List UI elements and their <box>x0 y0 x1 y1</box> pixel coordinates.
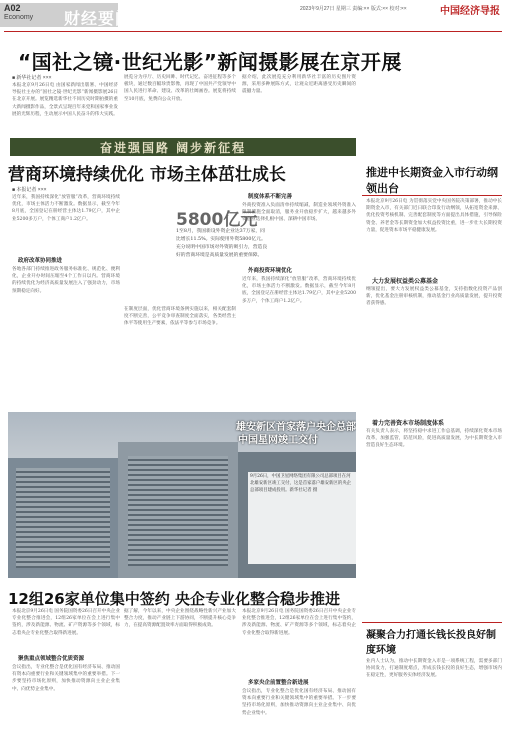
section-title: 财经要闻 <box>64 9 133 28</box>
sidebar-body-4: 业内人士认为，推动中长期资金入市是一项系统工程，需要多部门协同发力，打通制度堵点，形成长钱长投的良好生态，增强市场内在稳定性，更好服务实体经济发展。 <box>366 659 502 679</box>
headline-long-money: 凝聚合力打通长钱长投良好制度环境 <box>366 630 496 656</box>
byline-exhibition: ■ 新华社记者 ××× <box>12 75 52 81</box>
photo-headline-2: 中国星网竣工交付 <box>238 435 318 446</box>
subhead-system: 制度体系不断完善 <box>248 194 293 200</box>
subhead-foreign-invest: 外商投资环境优化 <box>248 268 293 274</box>
exhibition-body-1: 本报北京9月26日电 由国家新闻出版署、中国经济导报社主办的“国社之镜·世纪光影”新闻摄影展26日在北京开展。展览精选新华社不同历史时期拍摄的重大新闻摄影作品，全景式呈现百年来党和国家事业发展的光辉历程，生动展示中国人民奋斗的伟大实践。 <box>12 83 118 117</box>
business-body-2: 各地各部门持续推进政务服务标准化、规范化、便利化，企业开办时间压缩至4个工作日以内。营商环境的持续优化为经济高质量发展注入了强劲动力，市场预期稳定向好。 <box>12 267 120 294</box>
soe-body-5: 会议指出，专业化整合是优化国有经济布局、推动国有资本向重要行业和关键领域集中的重要举措。下一步要坚持市场化原则，加快推动资源向主业企业集中、向优势企业集中。 <box>242 689 356 716</box>
sidebar-rule-2 <box>362 622 502 623</box>
sidebar-body-3: 有关负责人表示，将坚持稳中求进工作总基调，持续深化资本市场改革，加强监管，防范风险，促进高质量发展，为中长期资金入市营造良好生态环境。 <box>366 429 502 449</box>
photo-windows <box>128 456 228 566</box>
business-body-3: 在制度层面，优化营商环境条例实施以来，相关配套制度不断完善，公平竞争审查制度全面落实，各类经营主体平等使用生产要素，依法平等参与市场竞争。 <box>124 307 236 327</box>
pull-quote: 1至8月，我国新设外资企业达37万家，同比增长11.5%。实际使用外资5800亿元。充分说明中国市场对外资的吸引力，营造良好的营商环境是高质量发展的重要保障。 <box>176 229 268 258</box>
exhibition-body-3: 据介绍，此次展览充分利用新华社丰富的历史图片资源，采用多种展陈方式，让观众近距离感受历史瞬间的震撼力量。 <box>242 75 356 95</box>
business-body-4: 外商投资准入负面清单持续缩减，制造业领域外资准入限制措施全面取消，服务业开放稳步扩大，越来越多外资企业选择扎根中国、深耕中国市场。 <box>242 203 356 223</box>
headline-business-env: 营商环境持续优化 市场主体茁壮成长 <box>8 165 286 185</box>
sidebar-rule-1 <box>362 195 502 196</box>
exhibition-body-2: 展览分为序厅、历史回眸、时代记忆、奋进征程等多个板块，通过数百幅珍贵影像，再现了中国共产党领导中国人民进行革命、建设、改革的壮阔画卷。展览将持续至10月底，免费向公众开放。 <box>124 75 236 102</box>
header-rule <box>4 31 502 32</box>
business-body-5: 近年来，我国持续深化“放管服”改革，营商环境持续优化，市场主体活力不断激发。数据显示，截至今年8月底，全国登记在册经营主体达1.79亿户，其中企业5200多万户，个体工商户1.2亿户。 <box>242 277 356 304</box>
page-header <box>0 0 506 30</box>
photo-windows <box>16 468 110 568</box>
headline-exhibition: “国社之镜·世纪光影”新闻摄影展在京开展 <box>18 50 402 74</box>
photo-headline-1: 雄安新区首家落户央企总部 <box>236 422 356 433</box>
headline-long-term-funds: 推进中长期资金入市行动纲领出台 <box>366 166 498 195</box>
slogan-banner <box>10 138 356 156</box>
slogan-text: 奋进强国路 阔步新征程 <box>100 141 247 155</box>
paper-logo: 中国经济导报 <box>440 6 500 17</box>
byline-business-env: ■ 本报记者 ××× <box>12 187 47 193</box>
soe-body-3: 据了解，今年以来，中央企业围绕战略性新兴产业加大整合力度，推动产业链上下游协同，不断提升核心竞争力，在提高资源配置效率方面取得积极成效。 <box>124 609 236 629</box>
soe-subhead-1: 聚焦重点领域整合优质资源 <box>18 656 85 662</box>
business-body-1: 近年来，我国持续深化“放管服”改革，营商环境持续优化，市场主体活力不断激发。数据显示，截至今年8月底，全国登记在册经营主体达1.79亿户，其中企业5200多万户，个体工商户1.2亿户。 <box>12 195 120 222</box>
headline-soe-integration: 12组26家单位集中签约 央企专业化整合稳步推进 <box>8 590 340 608</box>
sidebar-body-1: 本报北京9月26日电 为贯彻落实党中央国务院决策部署，推动中长期资金入市，有关部门近日联合印发行动纲领，从拓宽资金来源、优化投资考核机制、完善配套制度等方面提出具体措施，引导保险资金、养老金等长期资金加大权益投资比重，进一步壮大长期投资力量，促进资本市场平稳健康发展。 <box>366 199 502 233</box>
photo-building-center <box>118 442 238 578</box>
sidebar-subhead-2: 着力完善资本市场制度体系 <box>372 420 445 427</box>
section-en: Economy <box>4 14 34 21</box>
soe-subhead-2: 多家央企前置整合新进展 <box>248 680 309 686</box>
photo-building-left <box>8 458 118 578</box>
issue-meta: 2023年9月27日 星期三 责编:×× 版式:×× 校对:×× <box>300 6 407 12</box>
photo-caption: 9月26日，中国卫星网络集团有限公司总部项目在河北雄安新区竣工交付，这是首家落户雄安新区的央企总部项目建成投用。新华社记者 摄 <box>248 472 356 564</box>
news-photo <box>8 412 356 578</box>
key-figure: 5800亿元 <box>176 210 258 230</box>
soe-body-1: 本报北京9月26日电 国务院国资委26日召开中央企业专业化整合推进会，12组26家单位在会上进行集中签约，涉及新能源、物流、矿产资源等多个领域，标志着央企专业化整合取得新进展。 <box>12 609 120 636</box>
subhead-gov-reform: 政府改革协同推进 <box>18 258 63 264</box>
page-code: A02 <box>4 3 21 13</box>
sidebar-subhead-1: 大力发展权益类公募基金 <box>372 278 439 285</box>
soe-body-2: 会议指出，专业化整合是优化国有经济布局、推动国有资本向重要行业和关键领域集中的重要举措。下一步要坚持市场化原则，加快推动资源向主业企业集中、向优势企业集中。 <box>12 665 120 692</box>
soe-body-4: 本报北京9月26日电 国务院国资委26日召开中央企业专业化整合推进会，12组26家单位在会上进行集中签约，涉及新能源、物流、矿产资源等多个领域，标志着央企专业化整合取得新进展。 <box>242 609 356 636</box>
sidebar-body-2: 纲领提出，要大力发展权益类公募基金，支持指数化投资产品创新，优化基金注册审核机制，推动基金行业高质量发展，提升投资者获得感。 <box>366 287 502 307</box>
